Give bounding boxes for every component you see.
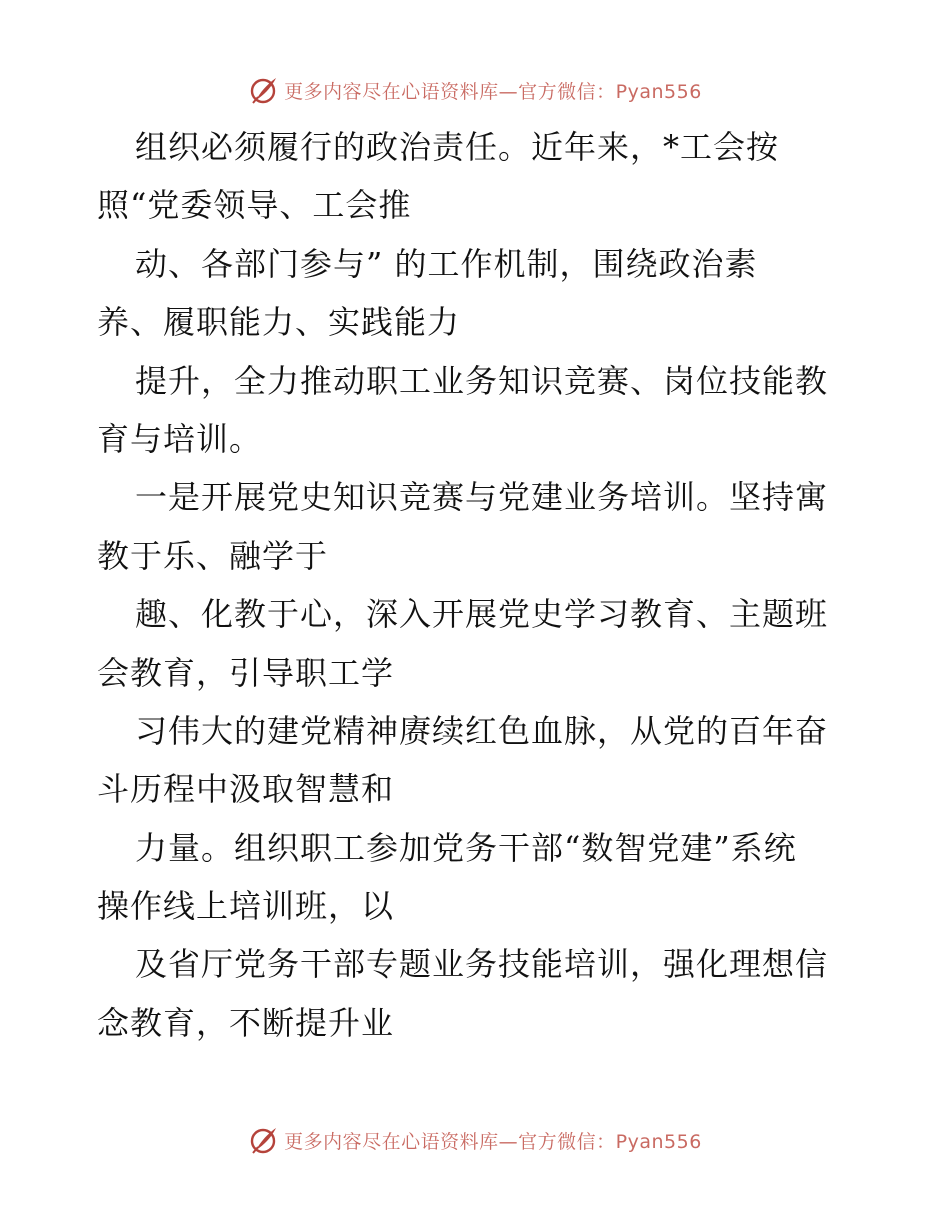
footer-banner-text[interactable]: 更多内容尽在心语资料库—官方微信：Pyan556 xyxy=(284,1130,702,1153)
text-line: 一是开展党史知识竞赛与党建业务培训。坚持寓 xyxy=(135,478,829,517)
text-line: 习伟大的建党精神赓续红色血脉，从党的百年奋 xyxy=(135,711,829,750)
text-line: 及省厅党务干部专题业务技能培训，强化理想信 xyxy=(135,945,829,984)
text-line: 教于乐、融学于 xyxy=(97,536,329,575)
text-line: 育与培训。 xyxy=(97,419,263,458)
text-line: 提升，全力推动职工业务知识竞赛、岗位技能教 xyxy=(135,361,829,400)
text-line: 动、各部门参与” 的工作机制，围绕政治素 xyxy=(135,244,758,283)
text-line: 养、履职能力、实践能力 xyxy=(97,303,461,342)
footer-banner xyxy=(0,1120,950,1160)
text-line: 组织必须履行的政治责任。近年来，*工会按 xyxy=(135,128,780,166)
text-line: 操作线上培训班，以 xyxy=(97,887,395,926)
document-body xyxy=(97,118,857,1052)
text-line: 斗历程中汲取智慧和 xyxy=(97,770,395,809)
text-line: 趣、化教于心，深入开展党史学习教育、主题班 xyxy=(135,595,829,634)
quill-pen-circle-icon xyxy=(248,1125,278,1155)
text-line: 照“党委领导、工会推 xyxy=(97,186,412,225)
quill-pen-circle-icon xyxy=(248,75,278,105)
text-line: 力量。组织职工参加党务干部“数智党建”系统 xyxy=(135,828,797,867)
header-banner xyxy=(0,70,950,110)
header-banner-text[interactable]: 更多内容尽在心语资料库—官方微信：Pyan556 xyxy=(284,80,702,103)
text-line: 念教育，不断提升业 xyxy=(97,1003,395,1042)
text-line: 会教育，引导职工学 xyxy=(97,653,395,692)
